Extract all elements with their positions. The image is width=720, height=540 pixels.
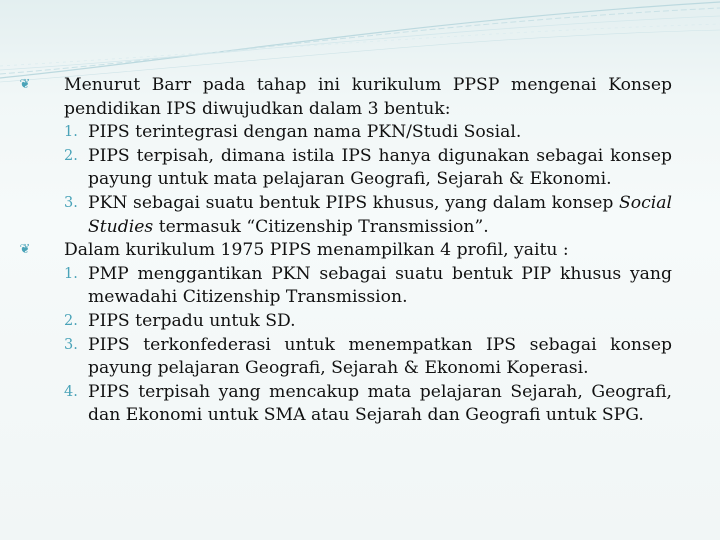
list-number: 1.: [64, 124, 78, 141]
list-number: 3.: [64, 194, 78, 211]
list-item: [18, 121, 672, 145]
section-1-lead: Menurut Barr pada tahap ini kurikulum PPSP mengenai Konsep pendidikan IPS diwujudkan dalam 3 bentuk:: [64, 75, 672, 119]
list-item-text: PIPS terpisah, dimana istila IPS hanya digunakan sebagai konsep payung untuk mata pelajaran Geografi, Sejarah & Ekonomi.: [88, 145, 672, 190]
list-item: [18, 192, 672, 239]
list-item-italic-term: Social Studies: [88, 192, 672, 237]
list-item: [18, 263, 672, 310]
swirl-bullet-icon: ❦: [19, 77, 31, 92]
list-item-text: PMP menggantikan PKN sebagai suatu bentuk PIP khusus yang mewadahi Citizenship Transmission.: [88, 263, 672, 308]
list-number: 4.: [64, 383, 78, 400]
section-2-lead: Dalam kurikulum 1975 PIPS menampilkan 4 profil, yaitu :: [64, 240, 569, 261]
list-number: 3.: [64, 336, 78, 353]
list-item-text-before: PKN sebagai suatu bentuk PIPS khusus, yang dalam konsep: [88, 192, 619, 213]
list-item: [18, 310, 672, 334]
list-item: [18, 381, 672, 428]
list-number: 2.: [64, 147, 78, 164]
list-item-text: PIPS terpisah yang mencakup mata pelajaran Sejarah, Geografi, dan Ekonomi untuk SMA atau Sejarah dan Geografi untuk SPG.: [88, 381, 672, 426]
list-item: [18, 334, 672, 381]
list-number: 1.: [64, 265, 78, 282]
list-item-text: PIPS terpadu untuk SD.: [88, 310, 296, 331]
swirl-bullet-icon: ❦: [19, 242, 31, 258]
section-2-list: [18, 263, 672, 428]
list-item: [18, 145, 672, 192]
list-item-text: PIPS terkonfederasi untuk menempatkan IPS sebagai konsep payung pelajaran Geografi, Sejarah & Ekonomi Koperasi.: [88, 334, 672, 379]
list-number: 2.: [64, 312, 78, 329]
list-item-text: PIPS terintegrasi dengan nama PKN/Studi Sosial.: [88, 122, 522, 143]
section-1-list: [18, 121, 672, 239]
list-item-text-after: termasuk “Citizenship Transmission”.: [153, 216, 489, 237]
section-1: [18, 74, 672, 121]
slide-content: [18, 74, 672, 428]
section-2: [18, 239, 672, 263]
